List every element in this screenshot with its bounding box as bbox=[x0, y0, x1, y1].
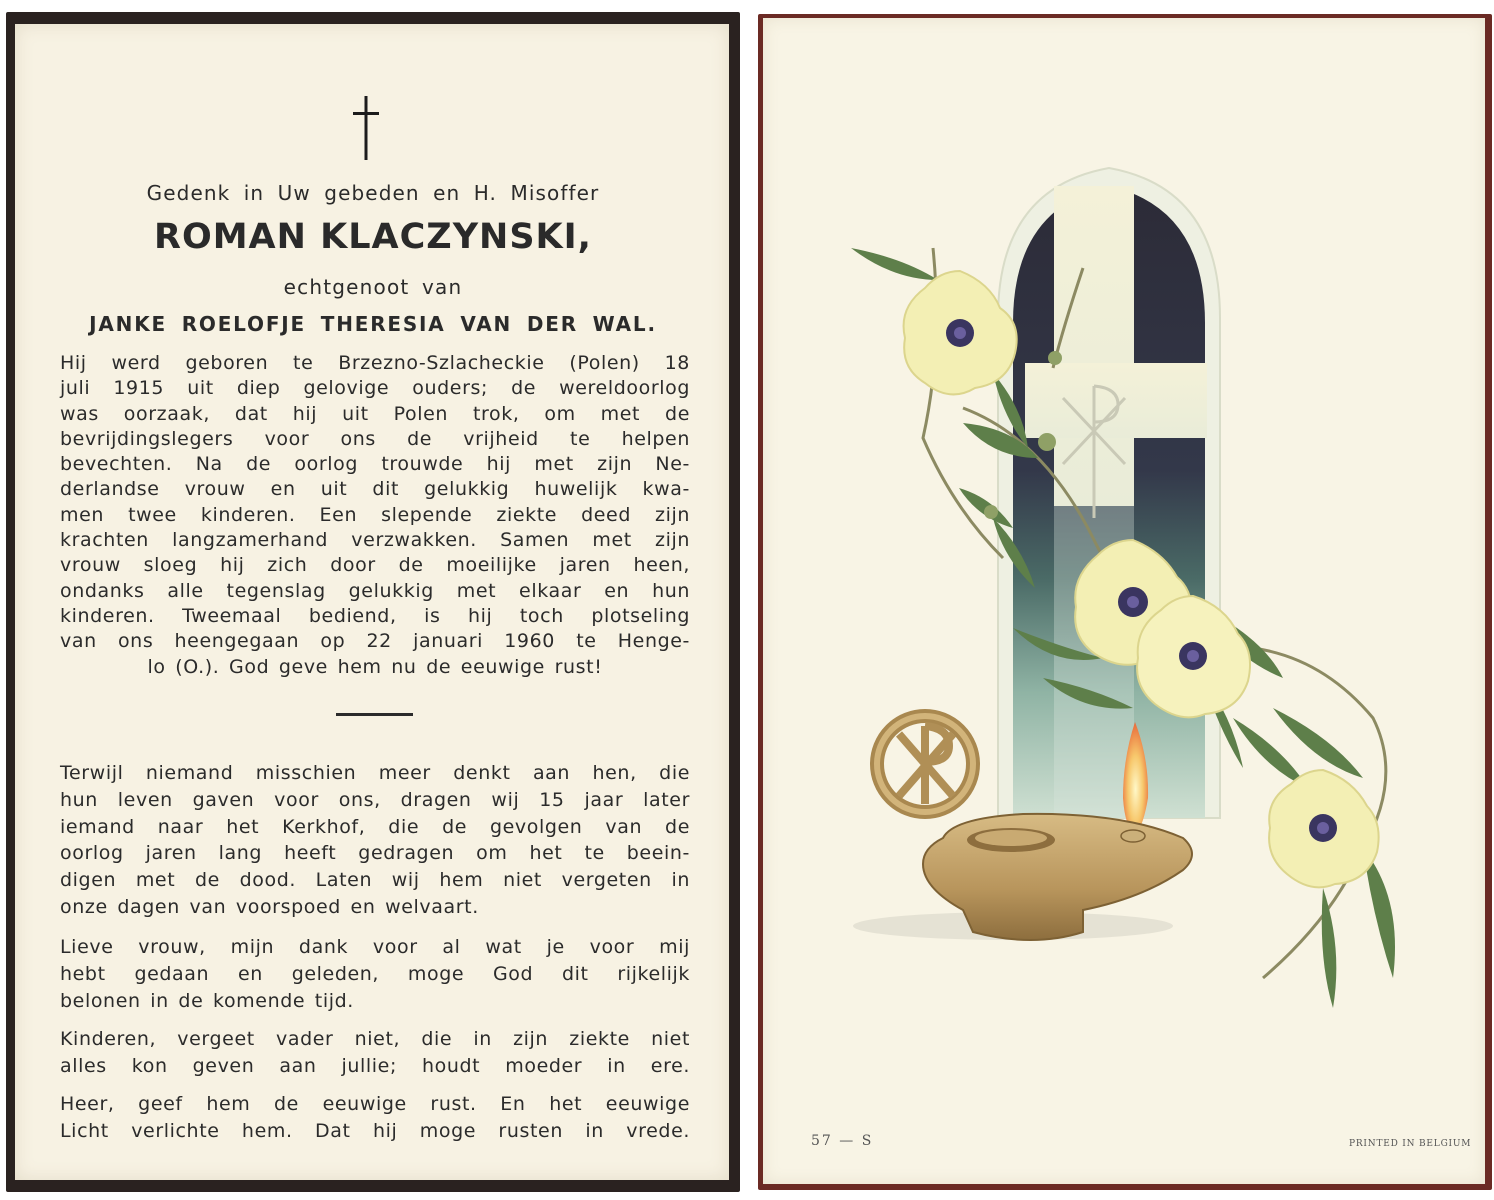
biography-line: derlandse vrouw en uit dit gelukkig huwelijk kwa- bbox=[60, 478, 690, 501]
prayer-paragraph bbox=[60, 1091, 690, 1145]
biography-line: van ons heengegaan op 22 januari 1960 te Henge- bbox=[60, 630, 690, 653]
biography-line: krachten langzamerhand verzwakken. Samen met zijn bbox=[60, 529, 690, 552]
section-divider bbox=[336, 713, 413, 716]
biography-line: bevechten. Na de oorlog trouwde hij met zijn Ne- bbox=[60, 453, 690, 476]
biography-line: bevrijdingslegers voor ons de vrijheid te helpen bbox=[60, 427, 690, 450]
deceased-name: ROMAN KLACZYNSKI, bbox=[154, 217, 592, 257]
children-line: alles kon geven aan jullie; houdt moeder in ere. bbox=[60, 1054, 690, 1077]
reflection-line: digen met de dood. Laten wij hem niet vergeten in bbox=[60, 869, 690, 892]
memorial-card-illustration bbox=[758, 14, 1492, 1190]
wife-paragraph bbox=[60, 934, 690, 1014]
prayer-line: Heer, geef hem de eeuwige rust. En het eeuwige bbox=[60, 1093, 690, 1115]
print-number: 57 — S bbox=[811, 1133, 874, 1149]
wife-line: hebt gedaan en geleden, moge God dit rijkelijk bbox=[60, 962, 690, 985]
intro-line: Gedenk in Uw gebeden en H. Misoffer bbox=[146, 181, 600, 205]
reflection-paragraph bbox=[60, 760, 690, 921]
reflection-line: hun leven gaven voor ons, dragen wij 15 jaar later bbox=[60, 788, 690, 811]
biography-line: lo (O.). God geve hem nu de eeuwige rust! bbox=[147, 655, 603, 678]
children-paragraph bbox=[60, 1026, 690, 1080]
devotional-illustration bbox=[763, 18, 1485, 1184]
biography-line: kinderen. Tweemaal bediend, is hij toch plotseling bbox=[60, 604, 690, 627]
reflection-line: oorlog jaren lang heeft gedragen om het te beein- bbox=[60, 842, 690, 865]
biography-line: Hij werd geboren te Brzezno-Szlacheckie (Polen) 18 bbox=[60, 352, 690, 374]
gothic-window bbox=[998, 168, 1220, 818]
biography-paragraph bbox=[60, 351, 690, 680]
yellow-flower bbox=[1137, 596, 1250, 717]
wife-line: belonen in de komende tijd. bbox=[60, 989, 354, 1012]
reflection-line: onze dagen van voorspoed en welvaart. bbox=[60, 895, 479, 918]
spouse-label: echtgenoot van bbox=[283, 275, 463, 299]
reflection-line: iemand naar het Kerkhof, die de gevolgen van de bbox=[60, 815, 690, 838]
biography-line: ondanks alle tegenslag gelukkig met elkaar en hun bbox=[60, 579, 690, 602]
biography-line: juli 1915 uit diep gelovige ouders; de wereldoorlog bbox=[60, 377, 690, 400]
biography-line: was oorzaak, dat hij uit Polen trok, om met de bbox=[60, 402, 690, 425]
biography-line: men twee kinderen. Een slepende ziekte deed zijn bbox=[60, 503, 690, 526]
card-paper bbox=[763, 18, 1485, 1184]
prayer-line: Licht verlichte hem. Dat hij moge rusten in vrede. bbox=[60, 1119, 690, 1142]
chi-rho-handle-icon bbox=[877, 716, 973, 812]
latin-cross-icon bbox=[352, 96, 380, 160]
spouse-name: JANKE ROELOFJE THERESIA VAN DER WAL. bbox=[89, 312, 657, 336]
children-line: Kinderen, vergeet vader niet, die in zijn ziekte niet bbox=[60, 1028, 690, 1050]
yellow-flower bbox=[1269, 770, 1379, 887]
wife-line: Lieve vrouw, mijn dank voor al wat je voor mij bbox=[60, 936, 690, 958]
biography-line: vrouw sloeg hij zich door de moeilijke jaren heen, bbox=[60, 554, 690, 577]
memorial-card-text bbox=[6, 12, 740, 1192]
printed-in-label: PRINTED IN BELGIUM bbox=[1349, 1139, 1472, 1149]
reflection-line: Terwijl niemand misschien meer denkt aan hen, die bbox=[60, 762, 690, 784]
